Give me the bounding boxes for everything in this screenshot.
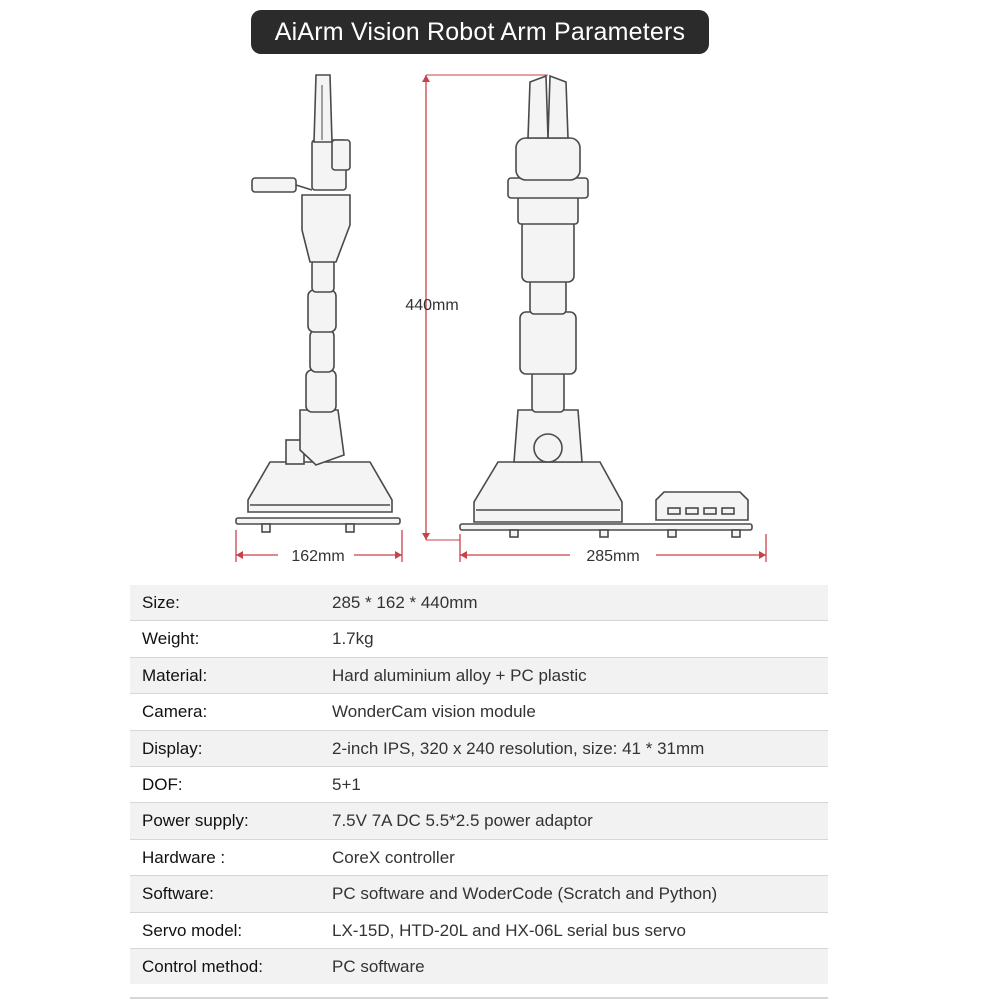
spec-value: 7.5V 7A DC 5.5*2.5 power adaptor	[332, 811, 593, 831]
spec-label: Hardware :	[142, 847, 226, 867]
spec-row-hardware	[130, 840, 828, 876]
height-dimension-label: 440mm	[405, 297, 459, 314]
spec-label: Display:	[142, 738, 203, 758]
front-view-arm	[460, 76, 752, 537]
spec-value: 285 * 162 * 440mm	[332, 593, 478, 612]
spec-row-control-method	[130, 949, 828, 984]
side-view-arm	[236, 75, 400, 532]
spec-label: Servo model:	[142, 920, 243, 940]
front-width-dimension-label: 285mm	[586, 548, 640, 565]
spec-value: Hard aluminium alloy + PC plastic	[332, 665, 587, 685]
spec-row-size	[130, 585, 828, 621]
spec-label: Control method:	[142, 956, 263, 976]
spec-label: Camera:	[142, 702, 208, 722]
spec-label: Power supply:	[142, 811, 249, 831]
spec-value: PC software	[332, 956, 425, 976]
side-width-dimension-label: 162mm	[291, 548, 345, 565]
spec-label: DOF:	[142, 774, 183, 794]
spec-value: CoreX controller	[332, 847, 455, 867]
spec-label: Software:	[142, 884, 214, 904]
spec-row-servo-model	[130, 913, 828, 949]
robot-arm-drawing	[0, 60, 1000, 580]
spec-label: Material:	[142, 665, 208, 685]
spec-value: LX-15D, HTD-20L and HX-06L serial bus servo	[332, 920, 687, 940]
spec-row-material	[130, 658, 828, 694]
spec-value: 2-inch IPS, 320 x 240 resolution, size: 41 * 31mm	[332, 738, 705, 758]
spec-label: Weight:	[142, 629, 200, 649]
spec-row-software	[130, 876, 828, 912]
spec-value: 5+1	[332, 774, 361, 794]
spec-row-power-supply	[130, 803, 828, 839]
spec-row-dof	[130, 767, 828, 803]
spec-value: 1.7kg	[332, 629, 374, 649]
spec-label: Size:	[142, 593, 180, 612]
spec-row-weight	[130, 621, 828, 657]
spec-value: WonderCam vision module	[332, 702, 536, 722]
spec-row-display	[130, 731, 828, 767]
spec-value: PC software and WoderCode (Scratch and Python)	[332, 884, 718, 904]
spec-row-camera	[130, 694, 828, 730]
page-title: AiArm Vision Robot Arm Parameters	[251, 10, 709, 54]
table-bottom-divider	[130, 997, 828, 999]
spec-table	[130, 585, 828, 984]
